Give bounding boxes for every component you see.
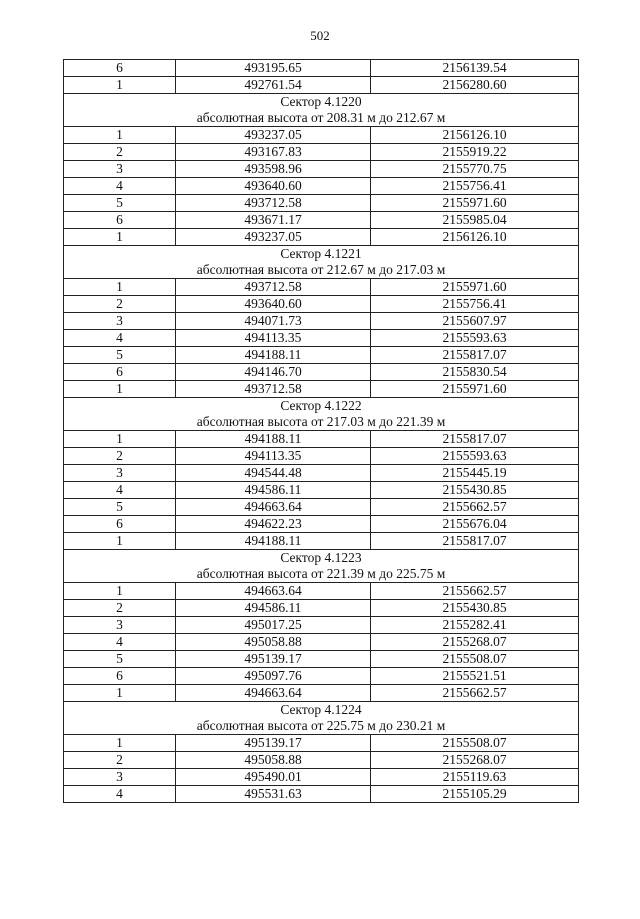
y-coordinate-cell: 2155971.60 <box>371 381 579 398</box>
y-coordinate-cell: 2155268.07 <box>371 634 579 651</box>
table-row <box>64 769 579 786</box>
x-coordinate-cell: 493712.58 <box>176 195 371 212</box>
y-coordinate-cell: 2155756.41 <box>371 178 579 195</box>
point-number-cell: 3 <box>64 161 176 178</box>
x-coordinate-cell: 494071.73 <box>176 313 371 330</box>
y-coordinate-cell: 2155282.41 <box>371 617 579 634</box>
x-coordinate-cell: 495490.01 <box>176 769 371 786</box>
y-coordinate-cell: 2155119.63 <box>371 769 579 786</box>
x-coordinate-cell: 494622.23 <box>176 516 371 533</box>
y-coordinate-cell: 2155268.07 <box>371 752 579 769</box>
sector-title-row <box>64 398 579 415</box>
x-coordinate-cell: 494113.35 <box>176 448 371 465</box>
table-row <box>64 617 579 634</box>
table-row <box>64 583 579 600</box>
y-coordinate-cell: 2155756.41 <box>371 296 579 313</box>
sector-altitude: абсолютная высота от 217.03 м до 221.39 м <box>64 414 579 431</box>
x-coordinate-cell: 493712.58 <box>176 381 371 398</box>
sector-title: Сектор 4.1222 <box>64 398 579 415</box>
x-coordinate-cell: 494586.11 <box>176 482 371 499</box>
table-row <box>64 144 579 161</box>
x-coordinate-cell: 495531.63 <box>176 786 371 803</box>
y-coordinate-cell: 2155676.04 <box>371 516 579 533</box>
table-row <box>64 347 579 364</box>
y-coordinate-cell: 2155919.22 <box>371 144 579 161</box>
point-number-cell: 3 <box>64 617 176 634</box>
x-coordinate-cell: 495139.17 <box>176 735 371 752</box>
x-coordinate-cell: 494663.64 <box>176 499 371 516</box>
x-coordinate-cell: 494663.64 <box>176 685 371 702</box>
x-coordinate-cell: 495058.88 <box>176 752 371 769</box>
point-number-cell: 6 <box>64 60 176 77</box>
point-number-cell: 1 <box>64 381 176 398</box>
point-number-cell: 5 <box>64 347 176 364</box>
y-coordinate-cell: 2155593.63 <box>371 448 579 465</box>
y-coordinate-cell: 2155508.07 <box>371 651 579 668</box>
coordinates-table-body <box>64 60 579 803</box>
point-number-cell: 2 <box>64 296 176 313</box>
table-row <box>64 60 579 77</box>
y-coordinate-cell: 2155105.29 <box>371 786 579 803</box>
table-row <box>64 668 579 685</box>
x-coordinate-cell: 493237.05 <box>176 229 371 246</box>
x-coordinate-cell: 494188.11 <box>176 533 371 550</box>
point-number-cell: 3 <box>64 313 176 330</box>
point-number-cell: 4 <box>64 634 176 651</box>
x-coordinate-cell: 495097.76 <box>176 668 371 685</box>
point-number-cell: 6 <box>64 364 176 381</box>
point-number-cell: 1 <box>64 77 176 94</box>
table-row <box>64 482 579 499</box>
table-row <box>64 279 579 296</box>
y-coordinate-cell: 2155430.85 <box>371 600 579 617</box>
point-number-cell: 4 <box>64 482 176 499</box>
table-row <box>64 786 579 803</box>
y-coordinate-cell: 2155817.07 <box>371 347 579 364</box>
table-row <box>64 296 579 313</box>
table-row <box>64 431 579 448</box>
table-row <box>64 195 579 212</box>
x-coordinate-cell: 493640.60 <box>176 296 371 313</box>
point-number-cell: 1 <box>64 685 176 702</box>
table-row <box>64 499 579 516</box>
x-coordinate-cell: 494663.64 <box>176 583 371 600</box>
y-coordinate-cell: 2155817.07 <box>371 533 579 550</box>
table-row <box>64 533 579 550</box>
point-number-cell: 5 <box>64 195 176 212</box>
x-coordinate-cell: 494586.11 <box>176 600 371 617</box>
table-row <box>64 600 579 617</box>
table-row <box>64 381 579 398</box>
sector-title-row <box>64 246 579 263</box>
y-coordinate-cell: 2156126.10 <box>371 127 579 144</box>
sector-altitude: абсолютная высота от 225.75 м до 230.21 м <box>64 718 579 735</box>
table-row <box>64 178 579 195</box>
y-coordinate-cell: 2155445.19 <box>371 465 579 482</box>
point-number-cell: 3 <box>64 465 176 482</box>
x-coordinate-cell: 493195.65 <box>176 60 371 77</box>
table-row <box>64 735 579 752</box>
y-coordinate-cell: 2156126.10 <box>371 229 579 246</box>
point-number-cell: 5 <box>64 499 176 516</box>
point-number-cell: 5 <box>64 651 176 668</box>
sector-title: Сектор 4.1220 <box>64 94 579 111</box>
y-coordinate-cell: 2155521.51 <box>371 668 579 685</box>
x-coordinate-cell: 494188.11 <box>176 347 371 364</box>
y-coordinate-cell: 2155985.04 <box>371 212 579 229</box>
point-number-cell: 1 <box>64 279 176 296</box>
table-row <box>64 651 579 668</box>
page-number: 502 <box>310 28 330 43</box>
y-coordinate-cell: 2155593.63 <box>371 330 579 347</box>
sector-altitude-row <box>64 262 579 279</box>
y-coordinate-cell: 2155662.57 <box>371 583 579 600</box>
point-number-cell: 6 <box>64 212 176 229</box>
y-coordinate-cell: 2155430.85 <box>371 482 579 499</box>
x-coordinate-cell: 494188.11 <box>176 431 371 448</box>
point-number-cell: 3 <box>64 769 176 786</box>
coordinates-table <box>63 59 579 803</box>
sector-title: Сектор 4.1224 <box>64 702 579 719</box>
point-number-cell: 4 <box>64 786 176 803</box>
y-coordinate-cell: 2155662.57 <box>371 685 579 702</box>
x-coordinate-cell: 494146.70 <box>176 364 371 381</box>
point-number-cell: 4 <box>64 330 176 347</box>
point-number-cell: 1 <box>64 735 176 752</box>
x-coordinate-cell: 493167.83 <box>176 144 371 161</box>
point-number-cell: 2 <box>64 144 176 161</box>
sector-altitude-row <box>64 414 579 431</box>
table-row <box>64 448 579 465</box>
point-number-cell: 6 <box>64 516 176 533</box>
y-coordinate-cell: 2155607.97 <box>371 313 579 330</box>
y-coordinate-cell: 2155971.60 <box>371 195 579 212</box>
point-number-cell: 2 <box>64 600 176 617</box>
point-number-cell: 1 <box>64 431 176 448</box>
x-coordinate-cell: 493237.05 <box>176 127 371 144</box>
x-coordinate-cell: 493598.96 <box>176 161 371 178</box>
x-coordinate-cell: 492761.54 <box>176 77 371 94</box>
sector-title: Сектор 4.1223 <box>64 550 579 567</box>
x-coordinate-cell: 494113.35 <box>176 330 371 347</box>
x-coordinate-cell: 495017.25 <box>176 617 371 634</box>
y-coordinate-cell: 2155817.07 <box>371 431 579 448</box>
point-number-cell: 1 <box>64 127 176 144</box>
table-row <box>64 161 579 178</box>
sector-altitude-row <box>64 110 579 127</box>
x-coordinate-cell: 495139.17 <box>176 651 371 668</box>
y-coordinate-cell: 2155662.57 <box>371 499 579 516</box>
table-row <box>64 313 579 330</box>
sector-title-row <box>64 702 579 719</box>
y-coordinate-cell: 2156139.54 <box>371 60 579 77</box>
point-number-cell: 1 <box>64 583 176 600</box>
x-coordinate-cell: 493671.17 <box>176 212 371 229</box>
table-row <box>64 634 579 651</box>
table-row <box>64 212 579 229</box>
x-coordinate-cell: 494544.48 <box>176 465 371 482</box>
table-row <box>64 229 579 246</box>
point-number-cell: 2 <box>64 448 176 465</box>
x-coordinate-cell: 493712.58 <box>176 279 371 296</box>
point-number-cell: 4 <box>64 178 176 195</box>
sector-altitude-row <box>64 566 579 583</box>
sector-title-row <box>64 550 579 567</box>
table-row <box>64 127 579 144</box>
table-row <box>64 77 579 94</box>
table-row <box>64 364 579 381</box>
point-number-cell: 6 <box>64 668 176 685</box>
table-row <box>64 685 579 702</box>
sector-altitude: абсолютная высота от 221.39 м до 225.75 м <box>64 566 579 583</box>
sector-title: Сектор 4.1221 <box>64 246 579 263</box>
y-coordinate-cell: 2155770.75 <box>371 161 579 178</box>
table-row <box>64 330 579 347</box>
x-coordinate-cell: 495058.88 <box>176 634 371 651</box>
sector-altitude: абсолютная высота от 212.67 м до 217.03 м <box>64 262 579 279</box>
point-number-cell: 2 <box>64 752 176 769</box>
y-coordinate-cell: 2155971.60 <box>371 279 579 296</box>
sector-altitude: абсолютная высота от 208.31 м до 212.67 м <box>64 110 579 127</box>
y-coordinate-cell: 2155508.07 <box>371 735 579 752</box>
point-number-cell: 1 <box>64 229 176 246</box>
point-number-cell: 1 <box>64 533 176 550</box>
sector-altitude-row <box>64 718 579 735</box>
table-row <box>64 516 579 533</box>
sector-title-row <box>64 94 579 111</box>
table-row <box>64 465 579 482</box>
table-row <box>64 752 579 769</box>
y-coordinate-cell: 2155830.54 <box>371 364 579 381</box>
y-coordinate-cell: 2156280.60 <box>371 77 579 94</box>
x-coordinate-cell: 493640.60 <box>176 178 371 195</box>
